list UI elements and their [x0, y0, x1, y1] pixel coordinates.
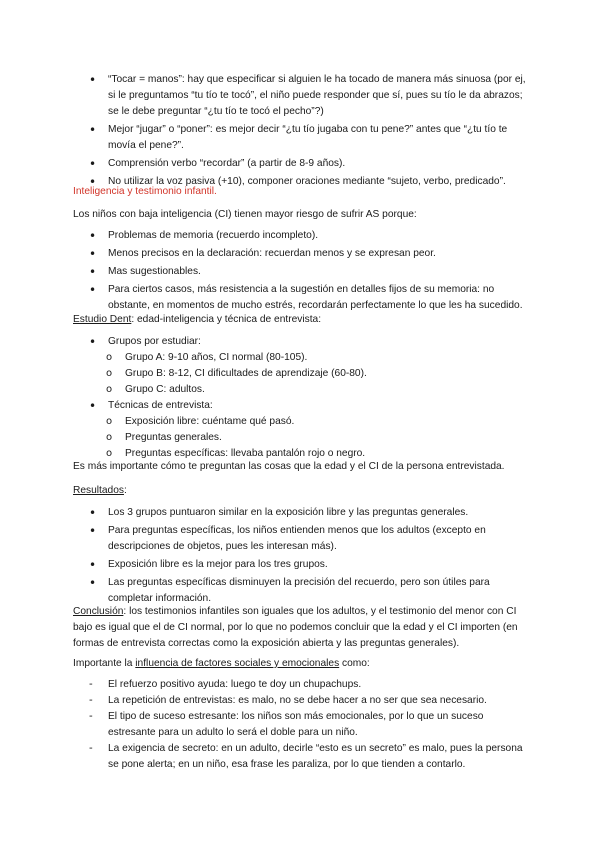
study-conclusion-block [73, 459, 533, 475]
list-item-text: Comprensión verbo “recordar” (a partir de 8-9 años). [108, 158, 346, 169]
bullet-icon [89, 72, 101, 90]
section-heading: Inteligencia y testimonio infantil. [73, 186, 217, 197]
dash-bullet-icon [89, 693, 101, 709]
factors-list-block [73, 677, 533, 773]
circle-bullet-icon [106, 430, 118, 446]
list-item-text: Grupos por estudiar: [108, 336, 201, 347]
study-title-block [73, 312, 533, 328]
sublist-item [73, 414, 533, 430]
sublist-item [73, 382, 533, 398]
list-item [73, 709, 533, 741]
bullet-icon [89, 156, 101, 174]
list-item [73, 505, 533, 521]
factors-intro-block [73, 656, 533, 672]
study-conclusion-line: Es más importante cómo te preguntan las cosas que la edad y el CI de la persona entrevistada. [73, 461, 505, 472]
sublist-item-text: Preguntas generales. [125, 432, 222, 443]
sublist-item-text: Grupo C: adultos. [125, 384, 205, 395]
factors-intro [73, 656, 533, 672]
conclusion-title-underlined: Conclusión [73, 606, 124, 617]
factors-intro-pre: Importante la [73, 658, 136, 669]
list-item-text: Los 3 grupos puntuaron similar en la exposición libre y las preguntas generales. [108, 507, 469, 518]
list-item-text: La exigencia de secreto: en un adulto, decirle “esto es un secreto” es malo, pues la persona se pone alerta; en un niño, esa frase les paraliza, por lo que tienden a contarlo. [108, 743, 523, 770]
circle-bullet-icon [106, 366, 118, 382]
list-item [73, 334, 533, 398]
list-item [73, 122, 533, 154]
results-title-block [73, 483, 533, 499]
list-item-text: Técnicas de entrevista: [108, 400, 213, 411]
list-item-text: Exposición libre es la mejor para los tres grupos. [108, 559, 328, 570]
bullet-icon [89, 228, 101, 246]
results-list [73, 505, 533, 607]
list-item-text: “Tocar = manos”: hay que especificar si alguien le ha tocado de manera más sinuosa (por ej, si le preguntamos “tu tío te tocó”, el niño puede responder que sí, pues su tío le da abrazos; se le debe preguntar “¿tu tío te tocó el pecho”?) [108, 74, 526, 117]
list-item [73, 523, 533, 555]
list-item-text: Problemas de memoria (recuerdo incompleto). [108, 230, 319, 241]
list-item-text: Mas sugestionables. [108, 266, 201, 277]
list-item [73, 398, 533, 462]
intro-bullet-list-block [73, 72, 533, 190]
bullet-icon [89, 557, 101, 575]
study-list-block [73, 334, 533, 462]
bullet-icon [89, 575, 101, 593]
conclusion-text: : los testimonios infantiles son iguales que los adultos, y el testimonio del menor con CI bajo es igual que el de CI normal, por lo que no podemos concluir que la edad y el CI importen (en formas de entrevista correctas como la exposición abierta y las preguntas generales). [73, 606, 518, 649]
factors-list [73, 677, 533, 773]
risk-list-block [73, 228, 533, 314]
list-item [73, 741, 533, 773]
groups-sublist [73, 350, 533, 398]
section-heading-block [73, 184, 533, 200]
list-item [73, 282, 533, 314]
list-item-text: Para ciertos casos, más resistencia a la sugestión en detalles fijos de su memoria: no obstante, en momentos de mucho estrés, recordarán perfectamente lo que les ha sucedido. [108, 284, 523, 311]
techniques-sublist [73, 414, 533, 462]
list-item [73, 557, 533, 573]
sublist-item-text: Preguntas específicas: llevaba pantalón rojo o negro. [125, 448, 366, 459]
factors-intro-underlined: influencia de factores sociales y emocionales [135, 658, 340, 669]
bullet-icon [89, 505, 101, 523]
sublist-item [73, 366, 533, 382]
list-item [73, 72, 533, 120]
list-item [73, 677, 533, 693]
intro-bullet-list [73, 72, 533, 190]
list-item-text: Las preguntas específicas disminuyen la precisión del recuerdo, pero son útiles para completar información. [108, 577, 490, 604]
list-item-text: Para preguntas específicas, los niños entienden menos que los adultos (excepto en descripciones de objetos, pues les interesan más). [108, 525, 486, 552]
list-item-text: Menos precisos en la declaración: recuerdan menos y se expresan peor. [108, 248, 436, 259]
list-item [73, 228, 533, 244]
dash-bullet-icon [89, 709, 101, 725]
study-title [73, 312, 533, 328]
conclusion-paragraph [73, 604, 533, 652]
intro-paragraph-block [73, 207, 533, 223]
sublist-item [73, 430, 533, 446]
list-item [73, 693, 533, 709]
bullet-icon [89, 246, 101, 264]
study-title-underlined: Estudio Dent [73, 314, 132, 325]
list-item [73, 156, 533, 172]
list-item-text: Mejor “jugar” o “poner”: es mejor decir “¿tu tío jugaba con tu pene?” antes que “¿tu tío te movía el pene?”. [108, 124, 508, 151]
list-item [73, 575, 533, 607]
intro-paragraph: Los niños con baja inteligencia (CI) tienen mayor riesgo de sufrir AS porque: [73, 209, 417, 220]
list-item-text: El tipo de suceso estresante: los niños son más emocionales, por lo que un suceso estresante para un adulto lo será el doble para un niño. [108, 711, 484, 738]
circle-bullet-icon [106, 414, 118, 430]
bullet-icon [89, 523, 101, 541]
circle-bullet-icon [106, 382, 118, 398]
sublist-item-text: Grupo B: 8-12, CI dificultades de aprendizaje (60-80). [125, 368, 367, 379]
risk-list [73, 228, 533, 314]
list-item-text: No utilizar la voz pasiva (+10), componer oraciones mediante “sujeto, verbo, predicado”. [108, 176, 506, 187]
dash-bullet-icon [89, 677, 101, 693]
results-list-block [73, 505, 533, 607]
factors-intro-post: como: [339, 658, 370, 669]
sublist-item-text: Grupo A: 9-10 años, CI normal (80-105). [125, 352, 308, 363]
bullet-icon [89, 122, 101, 140]
dash-bullet-icon [89, 741, 101, 757]
circle-bullet-icon [106, 350, 118, 366]
conclusion-paragraph-block [73, 604, 533, 652]
bullet-icon [89, 282, 101, 300]
list-item [73, 264, 533, 280]
sublist-item-text: Exposición libre: cuéntame qué pasó. [125, 416, 295, 427]
study-title-rest: : edad-inteligencia y técnica de entrevista: [131, 314, 322, 325]
study-list [73, 334, 533, 462]
list-item-text: La repetición de entrevistas: es malo, no se debe hacer a no ser que sea necesario. [108, 695, 487, 706]
results-title [73, 483, 533, 499]
results-title-underlined: Resultados [73, 485, 124, 496]
sublist-item [73, 350, 533, 366]
bullet-icon [89, 264, 101, 282]
list-item [73, 246, 533, 262]
results-title-rest: : [123, 485, 127, 496]
list-item-text: El refuerzo positivo ayuda: luego te doy un chupachups. [108, 679, 362, 690]
